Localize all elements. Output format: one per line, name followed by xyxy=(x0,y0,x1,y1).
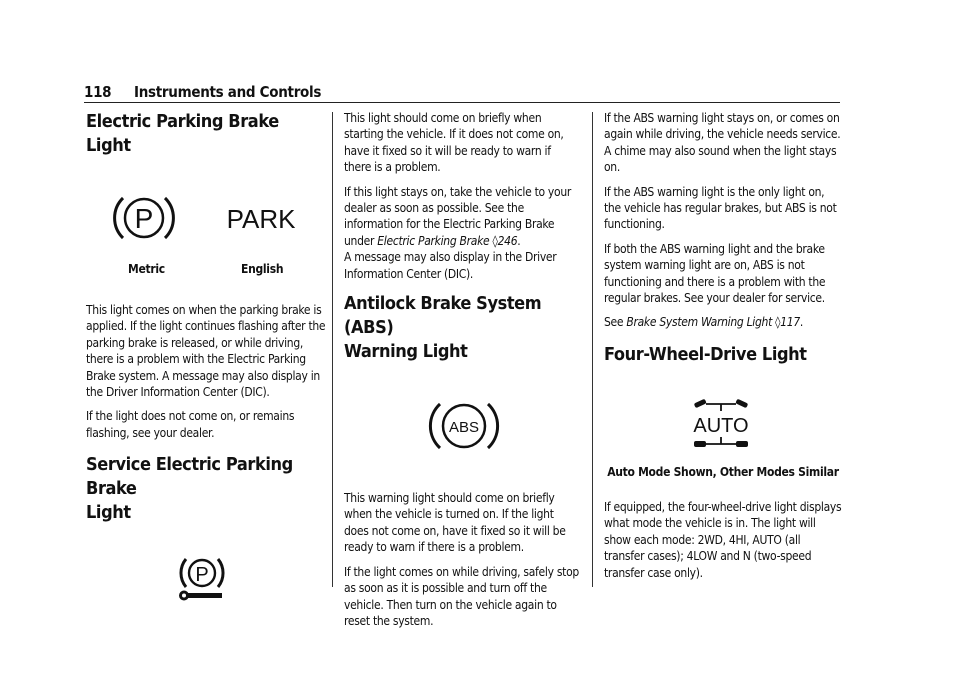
abs-figure xyxy=(344,364,580,490)
fwd-heading: Four-Wheel-Drive Light xyxy=(604,343,807,365)
abs-warning-icon xyxy=(428,398,500,454)
abs-paragraph-3: If the ABS warning light stays on, or comes on again while driving, the vehicle needs service. A chime may also sound when the light stays on. xyxy=(604,111,841,175)
epb-cross-reference[interactable]: Electric Parking Brake xyxy=(377,233,490,248)
abs-heading: Antilock Brake System (ABS) Warning Light xyxy=(344,293,542,363)
service-epb-figure xyxy=(86,525,326,635)
epb-paragraph-1: This light comes on when the parking brake is applied. If the light continues flashing after the parking brake is released, or while driving, there is a problem with the Electric Parking Brake system. A message may also display in the Driver Information Center (DIC). xyxy=(86,303,326,400)
service-epb-heading: Service Electric Parking Brake Light xyxy=(86,454,293,524)
abs-paragraph-1: This warning light should come on briefly when the vehicle is turned on. If the light does not come on, have it fixed so it will be ready to warn if there is a problem. xyxy=(344,491,566,555)
brake-warning-cross-reference[interactable]: Brake System Warning Light xyxy=(626,315,773,330)
column-divider-1 xyxy=(332,112,333,587)
fwd-paragraph: If equipped, the four-wheel-drive light displays what mode the vehicle is in. The light will show each mode: 2WD, 4HI, AUTO (all transfer cases); 4LOW and N (two-speed transfer case only). xyxy=(604,499,842,580)
abs-see-reference: See Brake System Warning Light ◊117. xyxy=(604,315,804,330)
epb-paragraph-3: This light should come on briefly when starting the vehicle. If it does not come on, have it fixed so it will be ready to warn if there is a problem. xyxy=(344,111,564,175)
epb-paragraph-2: If the light does not come on, or remains flashing, see your dealer. xyxy=(86,409,295,440)
column-1 xyxy=(86,110,326,635)
fwd-caption: Auto Mode Shown, Other Modes Similar xyxy=(607,464,839,479)
page-ref-arrow-icon: ◊ xyxy=(775,315,781,330)
fwd-figure xyxy=(604,367,842,477)
park-text: PARK xyxy=(226,204,296,234)
caption-english: English xyxy=(241,262,284,276)
abs-text: ABS xyxy=(448,419,480,437)
service-parking-brake-icon xyxy=(174,553,230,605)
parking-brake-metric-icon xyxy=(111,188,177,248)
epb-paragraph-4: If this light stays on, take the vehicle to your dealer as soon as possible. See the information for the Electric Parking Brake under Electric Parking Brake ◊246. xyxy=(344,184,572,248)
caption-metric: Metric xyxy=(128,262,165,276)
auto-text: AUTO xyxy=(693,414,749,437)
abs-paragraph-5: If both the ABS warning light and the brake system warning light are on, ABS is not functioning and there is a problem with the regular brakes. See your dealer for service. xyxy=(604,241,826,306)
header-rule xyxy=(84,102,840,103)
abs-paragraph-4: If the ABS warning light is the only light on, the vehicle has regular brakes, but ABS is not functioning. xyxy=(604,184,837,232)
epb-heading: Electric Parking Brake Light xyxy=(86,111,279,156)
service-p-letter: P xyxy=(195,564,209,587)
page-number: 118 xyxy=(84,83,112,101)
column-3 xyxy=(604,110,842,581)
section-title: Instruments and Controls xyxy=(134,83,322,101)
abs-paragraph-2: If the light comes on while driving, safely stop as soon as it is possible and turn off the vehicle. Then turn on the vehicle again to reset the system. xyxy=(344,564,579,628)
column-2 xyxy=(344,110,580,629)
four-wheel-drive-auto-icon xyxy=(686,395,756,459)
epb-paragraph-5: A message may also display in the Driver Information Center (DIC). xyxy=(344,250,557,281)
page-header xyxy=(84,80,840,104)
column-divider-2 xyxy=(592,112,593,587)
epb-figure xyxy=(86,158,326,276)
parking-brake-english-icon xyxy=(226,204,296,234)
p-letter: P xyxy=(134,203,154,234)
page-ref-arrow-icon: ◊ xyxy=(492,233,498,248)
